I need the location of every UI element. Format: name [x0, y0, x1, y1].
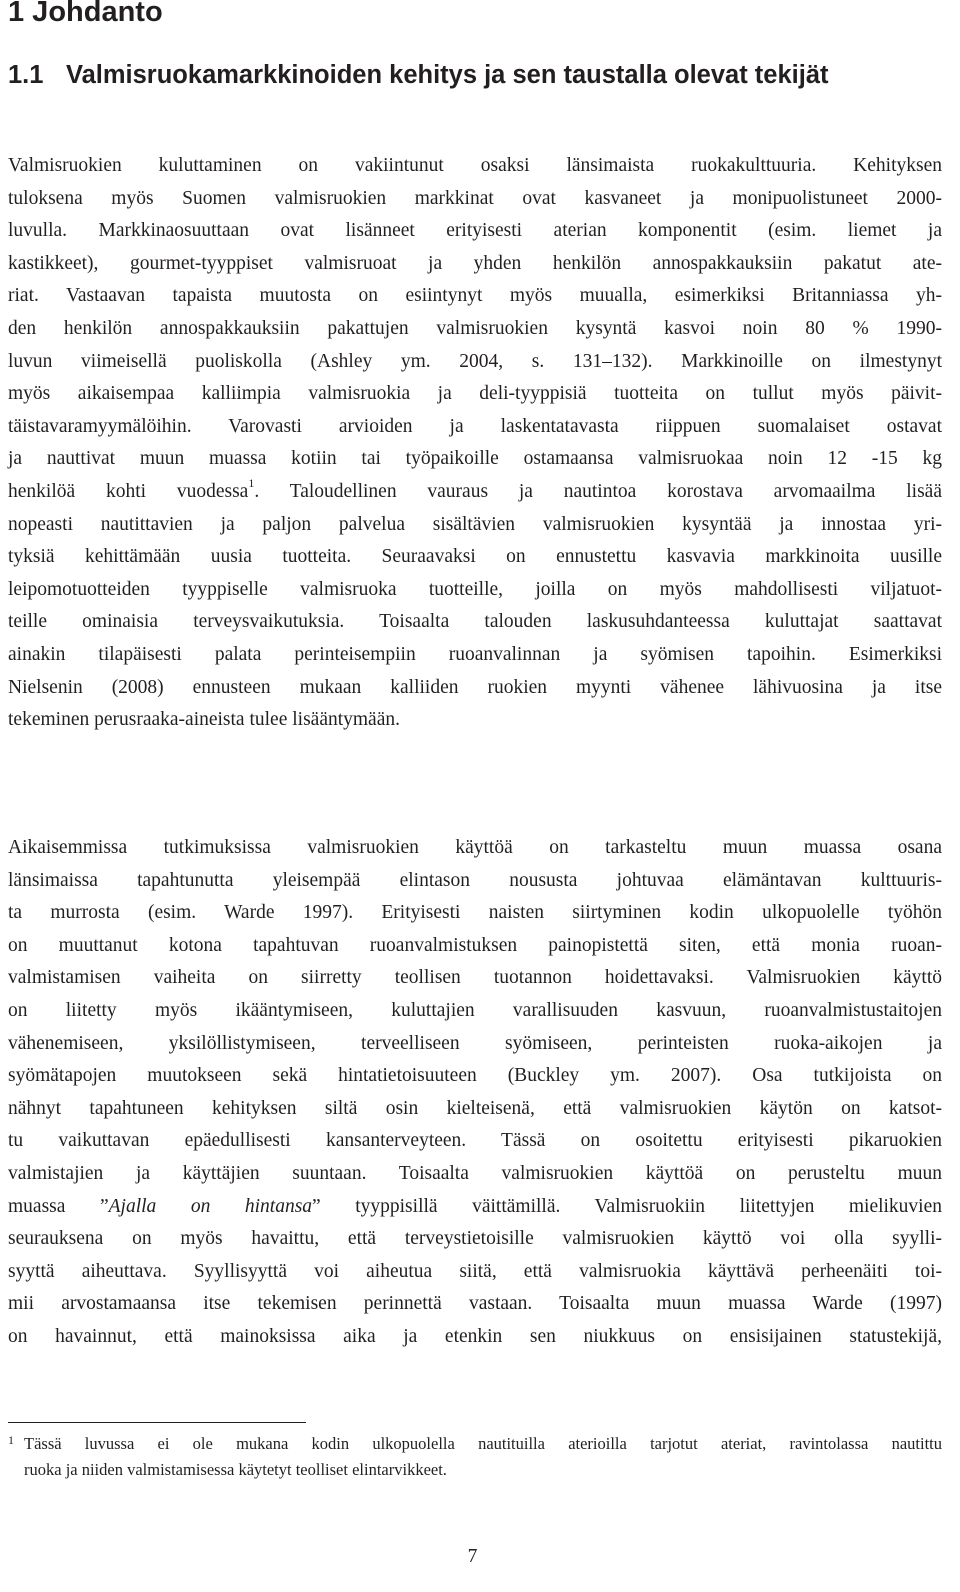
text-line: täistavaramyymälöihin. Varovasti arvioiden ja laskentatavasta riippuen suomalaiset ostavat	[8, 415, 942, 437]
section-number: 1.1	[8, 61, 44, 89]
text-line: Aikaisemmissa tutkimuksissa valmisruokien käyttöä on tarkasteltu muun muassa osana	[8, 837, 942, 858]
text-line: leipomotuotteiden tyyppiselle valmisruoka tuotteille, joilla on myös mahdollisesti viljatuot-	[8, 578, 942, 600]
text-line: syömätapojen muutokseen sekä hintatietoisuuteen (Buckley ym. 2007). Osa tutkijoista on	[8, 1065, 942, 1087]
text-line: ainakin tilapäisesti palata perinteisempiin ruoanvalinnan ja syömisen tapoihin. Esimerkiksi	[8, 643, 942, 665]
text-line: tuloksena myös Suomen valmisruokien markkinat ovat kasvaneet ja monipuolistuneet 2000-	[8, 187, 942, 209]
text-line: riat. Vastaavan tapaista muutosta on esiintynyt myös muualla, esimerkiksi Britanniassa yh-	[8, 285, 942, 307]
text-line: Nielsenin (2008) ennusteen mukaan kalliiden ruokien myynti vähenee lähivuosina ja itse	[8, 676, 942, 698]
footnote-line: ruoka ja niiden valmistamisessa käytetyt teolliset elintarvikkeet.	[24, 1460, 447, 1479]
section-title: Valmisruokamarkkinoiden kehitys ja sen taustalla olevat tekijät	[66, 61, 829, 89]
page-number: 7	[467, 1546, 478, 1567]
section-heading	[8, 58, 908, 92]
text-line: valmistajien ja käyttäjien suuntaan. Toisaalta valmisruokien käyttöä on perusteltu muun	[8, 1162, 942, 1184]
text-line: seurauksena on myös havaittu, että terveystietoisille valmisruokien käyttö voi olla syylli-	[8, 1228, 942, 1250]
text-segment: . Taloudellinen vauraus ja nautintoa korostava arvomaailma lisää	[254, 480, 942, 502]
text-line: tyksiä kehittämään uusia tuotteita. Seuraavaksi on ennustettu kasvavia markkinoita uusille	[8, 546, 942, 568]
text-line: syyttä aiheuttava. Syyllisyyttä voi aiheutua siitä, että valmisruokia käyttävä perheenäiti toi-	[8, 1260, 942, 1282]
text-segment: muassa ”	[8, 1195, 109, 1217]
text-line: tekeminen perusraaka-aineista tulee lisääntymään.	[8, 709, 400, 731]
footnote-line: Tässä luvussa ei ole mukana kodin ulkopuolella nautituilla aterioilla tarjotut ateriat, ravintolassa nautittu	[24, 1434, 942, 1453]
text-line: länsimaissa tapahtunutta yleisempää elintason noususta johtuvaa elämäntavan kulttuuris-	[8, 869, 942, 891]
text-line: tu vaikuttavan epäedullisesti kansanterveyteen. Tässä on osoitettu erityisesti pikaruokien	[8, 1130, 942, 1152]
footnote-reference[interactable]: 1	[248, 476, 255, 491]
footnote-text	[24, 1431, 942, 1483]
text-line: Valmisruokien kuluttaminen on vakiintunut osaksi länsimaista ruokakulttuuria. Kehityksen	[8, 155, 942, 176]
text-line: nopeasti nautittavien ja paljon palvelua sisältävien valmisruokien kysyntää ja innostaa yri-	[8, 513, 942, 535]
text-line: on muuttanut kotona tapahtuvan ruoanvalmistuksen painopistettä siten, että monia ruoan-	[8, 934, 942, 956]
footnote-number: 1	[8, 1433, 14, 1447]
text-line: vähenemiseen, yksilöllistymiseen, terveelliseen syömiseen, perinteisten ruoka-aikojen ja	[8, 1032, 942, 1054]
footnote-divider	[8, 1422, 306, 1423]
paragraph-2	[8, 832, 942, 1354]
text-line: luvulla. Markkinaosuuttaan ovat lisänneet erityisesti aterian komponentit (esim. liemet ja	[8, 220, 942, 242]
text-segment: henkilöä kohti vuodessa	[8, 480, 249, 502]
text-line: den henkilön annospakkauksiin pakattujen valmisruokien kysyntä kasvoi noin 80 % 1990-	[8, 317, 942, 339]
paragraph-1	[8, 150, 942, 737]
text-line: kastikkeet), gourmet-tyyppiset valmisruoat ja yhden henkilön annospakkauksiin pakatut ate-	[8, 252, 942, 274]
text-line: ja nauttivat muun muassa kotiin tai työpaikoille ostamaansa valmisruokaa noin 12 -15 kg	[8, 448, 942, 470]
text-line-with-footnote	[8, 476, 942, 509]
text-line: teille ominaisia terveysvaikutuksia. Toisaalta talouden laskusuhdanteessa kuluttajat saattavat	[8, 611, 942, 633]
text-line: myös aikaisempaa kalliimpia valmisruokia ja deli-tyyppisiä tuotteita on tullut myös päivit-	[8, 383, 942, 405]
text-line: nähnyt tapahtuneen kehityksen siltä osin kielteisenä, että valmisruokien käytön on katsot-	[8, 1097, 942, 1119]
quoted-phrase: Ajalla on hintansa	[108, 1195, 313, 1217]
text-line: valmistamisen vaiheita on siirretty teollisen tuotannon hoidettavaksi. Valmisruokien käyttö	[8, 967, 942, 989]
text-line: mii arvostamaansa itse tekemisen perinnettä vastaan. Toisaalta muun muassa Warde (1997)	[8, 1293, 942, 1315]
text-line: on havainnut, että mainoksissa aika ja etenkin sen niukkuus on ensisijainen statustekijä,	[8, 1325, 942, 1347]
footnote	[8, 1431, 942, 1483]
chapter-heading: 1 Johdanto	[8, 0, 163, 28]
text-line: on liitetty myös ikääntymiseen, kuluttajien varallisuuden kasvuun, ruoanvalmistustaitojen	[8, 999, 942, 1021]
text-segment: ” tyyppisillä väittämillä. Valmisruokiin liitettyjen mielikuvien	[312, 1195, 943, 1217]
text-line: luvun viimeisellä puoliskolla (Ashley ym. 2004, s. 131–132). Markkinoille on ilmestynyt	[8, 350, 942, 372]
text-line-with-quote	[8, 1191, 942, 1224]
text-line: ta murrosta (esim. Warde 1997). Erityisesti naisten siirtyminen kodin ulkopuolelle työhön	[8, 902, 942, 924]
